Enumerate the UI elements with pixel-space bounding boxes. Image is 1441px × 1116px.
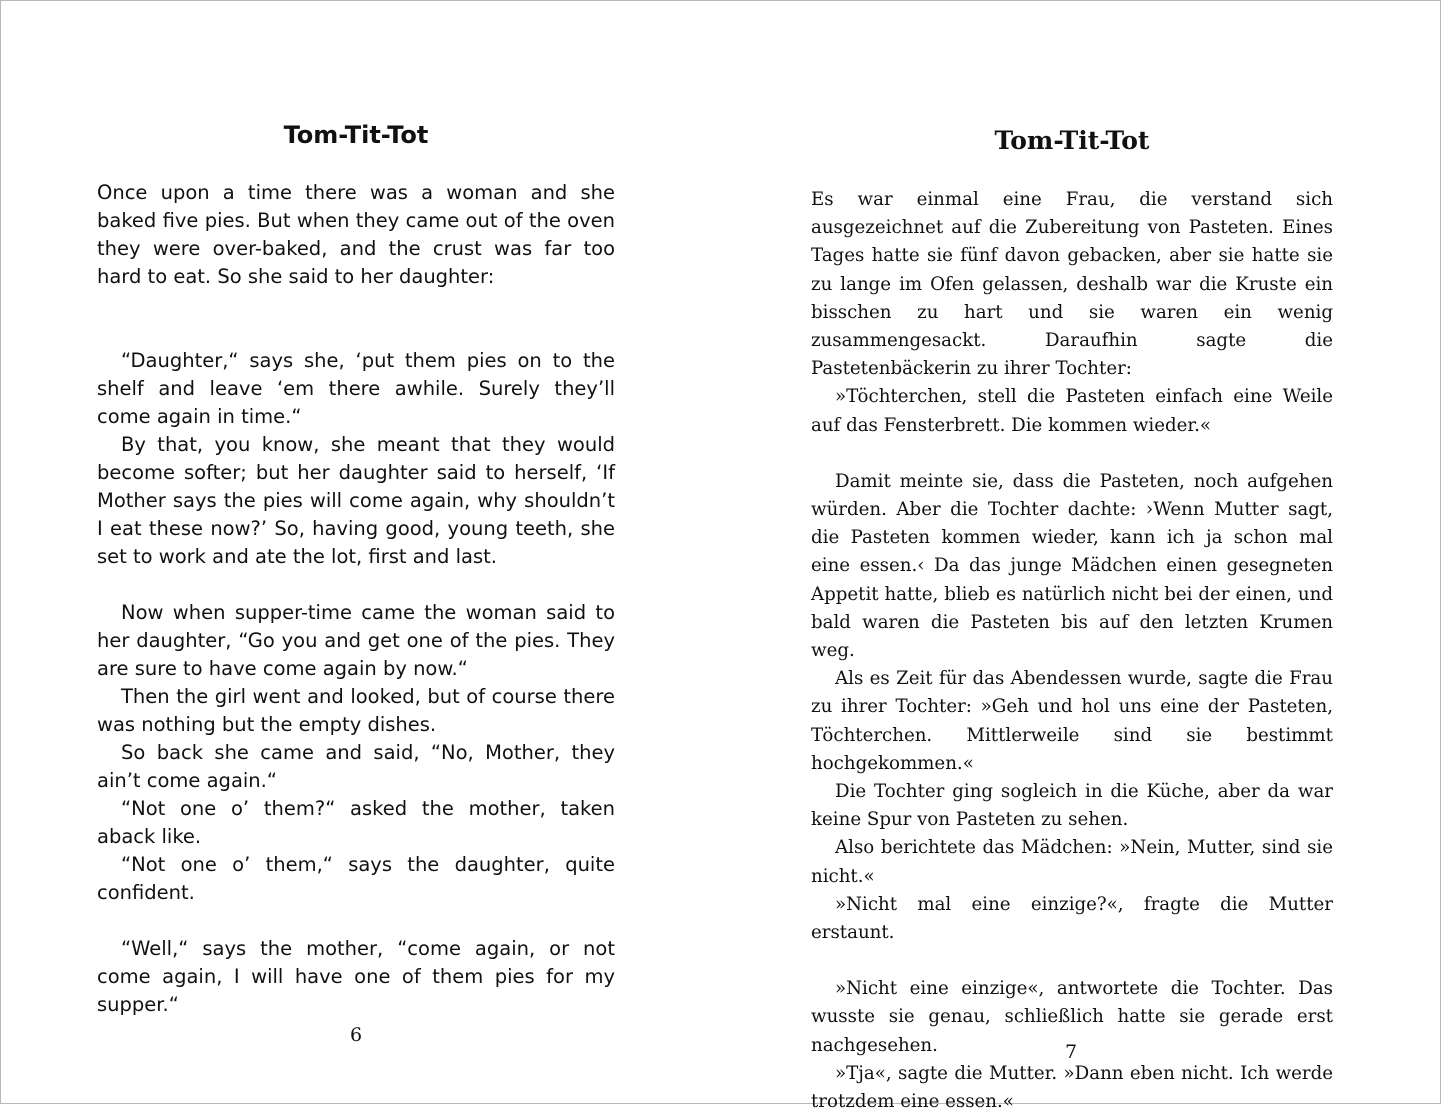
right-gap xyxy=(811,947,1333,975)
left-page-title: Tom-Tit-Tot xyxy=(283,121,429,149)
right-paragraph-4: Als es Zeit für das Abendessen wurde, sagte die Frau zu ihrer Tochter: »Geh und hol uns eine der Pasteten, Töchterchen. Mittlerweile sind sie bestimmt hochgekommen.« xyxy=(811,668,1333,774)
left-gap xyxy=(97,291,615,347)
left-paragraph-7: “Not one o’ them?“ asked the mother, taken aback like. xyxy=(97,797,615,848)
right-gap xyxy=(811,440,1333,468)
left-paragraph-9: “Well,“ says the mother, “come again, or not come again, I will have one of them pies for my supper.“ xyxy=(97,937,615,1016)
right-paragraph-2: »Töchterchen, stell die Pasteten einfach eine Weile auf das Fensterbrett. Die kommen wieder.« xyxy=(811,386,1333,436)
left-page xyxy=(97,118,615,1019)
left-paragraph-1: Once upon a time there was a woman and she baked five pies. But when they came out of the oven they were over-baked, and the crust was far too hard to eat. So she said to her daughter: xyxy=(97,181,615,288)
right-paragraph-7: »Nicht mal eine einzige?«, fragte die Mutter erstaunt. xyxy=(811,893,1333,944)
right-paragraph-8: »Nicht eine einzige«, antwortete die Tochter. Das wusste sie genau, schließlich hatte sie gerade erst nachgesehen. xyxy=(811,978,1333,1056)
left-gap xyxy=(97,571,615,599)
left-paragraph-4: Now when supper-time came the woman said to her daughter, “Go you and get one of the pies. They are sure to have come again by now.“ xyxy=(97,601,615,680)
left-paragraph-8: “Not one o’ them,“ says the daughter, quite confident. xyxy=(97,853,615,904)
right-paragraph-5: Die Tochter ging sogleich in die Küche, aber da war keine Spur von Pasteten zu sehen. xyxy=(811,781,1333,831)
right-page xyxy=(811,124,1333,1116)
right-paragraph-9: »Tja«, sagte die Mutter. »Dann eben nicht. Ich werde trotzdem eine essen.« xyxy=(811,1062,1333,1113)
left-gap xyxy=(97,907,615,935)
right-paragraph-1: Es war einmal eine Frau, die verstand sich ausgezeichnet auf die Zubereitung von Pasteten. Eines Tages hatte sie fünf davon gebacken, aber sie hatte sie zu lange im Ofen gelassen, deshalb war die Kruste ein bisschen zu hart und sie waren ein wenig zusammengesackt. Daraufhin sagte die Pastetenbäckerin zu ihrer Tochter: xyxy=(811,189,1333,380)
left-page-number: 6 xyxy=(350,1024,363,1046)
right-paragraph-3: Damit meinte sie, dass die Pasteten, noch aufgehen würden. Aber die Tochter dachte: ›Wenn Mutter sagt, die Pasteten kommen wieder, kann ich ja schon mal eine essen.‹ Da das junge Mädchen einen gesegneten Appetit hatte, blieb es natürlich nicht bei der einen, und bald waren die Pasteten bis auf den letzten Krumen weg. xyxy=(811,470,1333,662)
right-page-title: Tom-Tit-Tot xyxy=(994,126,1150,155)
right-page-number: 7 xyxy=(1065,1041,1078,1063)
left-paragraph-6: So back she came and said, “No, Mother, they ain’t come again.“ xyxy=(97,741,615,792)
left-paragraph-2: “Daughter,“ says she, ‘put them pies on to the shelf and leave ‘em there awhile. Surely they’ll come again in time.“ xyxy=(97,349,615,428)
left-paragraph-5: Then the girl went and looked, but of course there was nothing but the empty dishes. xyxy=(97,685,615,736)
left-paragraph-3: By that, you know, she meant that they would become softer; but her daughter said to herself, ‘If Mother says the pies will come again, why shouldn’t I eat these now?’ So, having good, young teeth, she set to work and ate the lot, first and last. xyxy=(97,433,615,568)
right-paragraph-6: Also berichtete das Mädchen: »Nein, Mutter, sind sie nicht.« xyxy=(811,837,1333,887)
